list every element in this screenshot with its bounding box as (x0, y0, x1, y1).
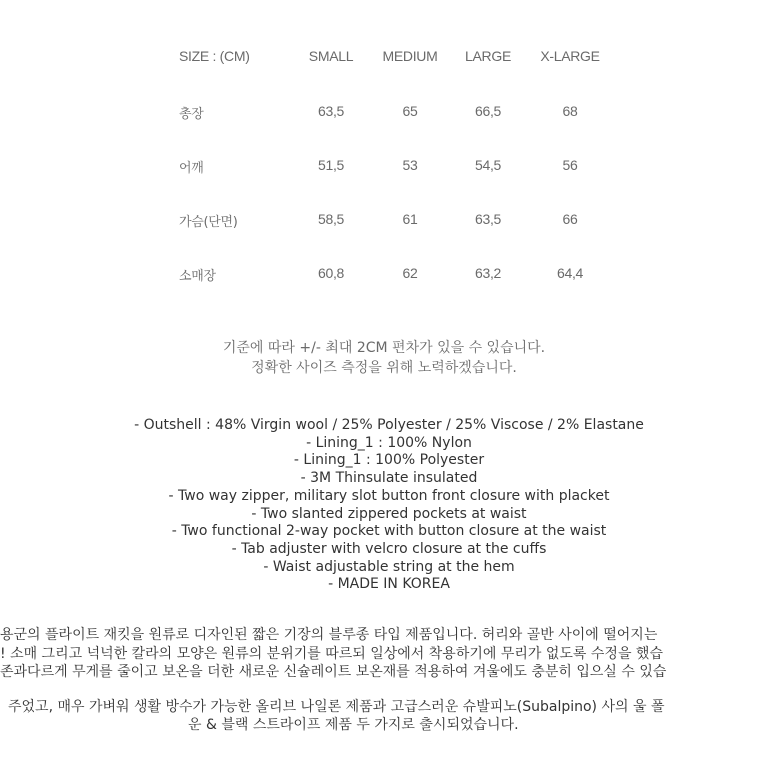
table-cell: 58,5 (317, 211, 345, 227)
table-cell: 61 (402, 211, 418, 227)
size-table (0, 0, 768, 300)
spec-list (0, 417, 768, 594)
table-cell: 53 (402, 157, 418, 173)
spec-item: - Waist adjustable string at the hem (263, 558, 515, 575)
table-cell: 66,5 (474, 103, 502, 119)
description-line: 주었고, 매우 가벼워 생활 방수가 가능한 올리브 나일론 제품과 고급스러운 슈발피노(Subalpino) 사의 울 폴 (8, 699, 665, 715)
description-line: ! 소매 그리고 넉넉한 칼라의 모양은 원류의 분위기를 따르되 일상에서 착용하기에 무리가 없도록 수정을 했습 (0, 646, 663, 662)
row-label-chest: 가슴(단면) (179, 215, 238, 230)
size-header-label: SIZE : (CM) (179, 48, 250, 64)
row-label-shoulder: 어깨 (179, 161, 204, 176)
spec-item: - Lining_1 : 100% Nylon (306, 434, 472, 451)
description-line: 용군의 플라이트 재킷을 원류로 디자인된 짧은 기장의 블루종 타입 제품입니다. 허리와 골반 사이에 떨어지는 (0, 627, 658, 643)
spec-item: - Tab adjuster with velcro closure at the cuffs (231, 540, 547, 557)
table-cell: 65 (402, 103, 418, 119)
row-label-sleeve: 소매장 (179, 269, 216, 284)
size-header-large: LARGE (465, 48, 511, 64)
size-header-xlarge: X-LARGE (540, 48, 600, 64)
table-cell: 60,8 (317, 265, 345, 281)
table-cell: 66 (562, 211, 578, 227)
description-line: 운 & 블랙 스트라이프 제품 두 가지로 출시되었습니다. (188, 717, 519, 733)
table-cell: 51,5 (317, 157, 345, 173)
table-cell: 56 (562, 157, 578, 173)
spec-item: - Lining_1 : 100% Polyester (293, 452, 485, 469)
table-cell: 63,5 (317, 103, 345, 119)
spec-item: - MADE IN KOREA (328, 576, 450, 593)
table-cell: 62 (402, 265, 418, 281)
measurement-note: 정확한 사이즈 측정을 위해 노력하겠습니다. (251, 360, 517, 376)
spec-item: - Outshell : 48% Virgin wool / 25% Polyester / 25% Viscose / 2% Elastane (134, 417, 644, 433)
table-cell: 63,2 (474, 265, 502, 281)
measurement-note: 기준에 따라 +/- 최대 2CM 편차가 있을 수 있습니다. (222, 340, 546, 356)
spec-item: - Two slanted zippered pockets at waist (251, 505, 527, 522)
spec-item: - Two functional 2-way pocket with button closure at the waist (171, 523, 607, 540)
spec-item: - 3M Thinsulate insulated (300, 470, 478, 487)
spec-item: - Two way zipper, military slot button front closure with placket (168, 487, 610, 504)
table-cell: 64,4 (556, 265, 584, 281)
description-line: 존과다르게 무게를 줄이고 보온을 더한 새로운 신슐레이트 보온재를 적용하여 겨울에도 충분히 입으실 수 있습 (0, 664, 667, 680)
table-cell: 68 (562, 103, 578, 119)
size-header-medium: MEDIUM (382, 48, 438, 64)
table-cell: 63,5 (474, 211, 502, 227)
row-label-length: 총장 (179, 107, 204, 122)
size-header-small: SMALL (308, 48, 354, 64)
table-cell: 54,5 (474, 157, 502, 173)
